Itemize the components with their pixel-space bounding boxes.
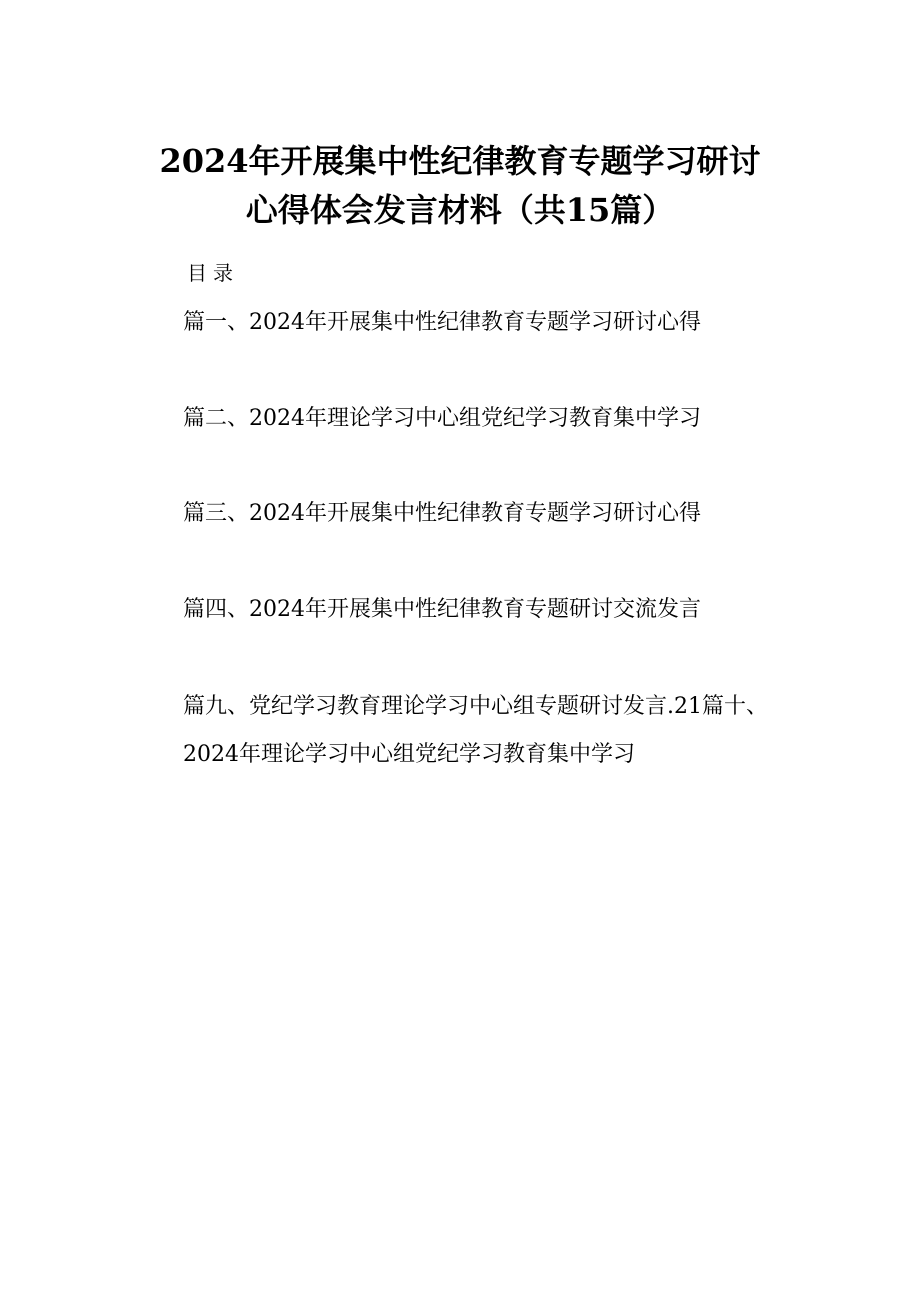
document-title-line-1: 2024年开展集中性纪律教育专题学习研讨	[159, 142, 761, 180]
toc-item: 篇九、党纪学习教育理论学习中心组专题研讨发言.21篇十、	[183, 694, 768, 719]
toc-item-continuation: 2024年理论学习中心组党纪学习教育集中学习	[183, 742, 635, 767]
toc-item: 篇一、2024年开展集中性纪律教育专题学习研讨心得	[183, 310, 701, 335]
document-title-line-2: 心得体会发言材料（共15篇）	[245, 191, 675, 229]
toc-item: 篇三、2024年开展集中性纪律教育专题学习研讨心得	[183, 501, 701, 526]
toc-heading: 目录	[187, 261, 239, 285]
toc-item: 篇四、2024年开展集中性纪律教育专题研讨交流发言	[183, 597, 701, 622]
toc-item: 篇二、2024年理论学习中心组党纪学习教育集中学习	[183, 406, 701, 431]
